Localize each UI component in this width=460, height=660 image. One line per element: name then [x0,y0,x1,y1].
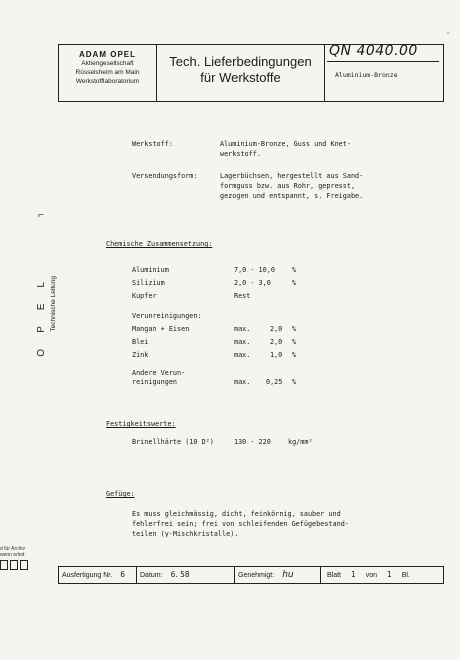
structure-heading: Gefüge: [106,490,135,498]
company-line: Werkstofflaboratorium [75,78,140,85]
impurity-name: Blei [132,338,149,346]
archive-note: d für Archiv [0,546,26,552]
checkbox-icon [10,560,18,570]
divider [327,61,439,62]
component-unit: % [292,266,297,274]
strength-heading: Festigkeitswerte: [106,420,176,428]
company-name: ADAM OPEL [79,50,136,59]
impurity-value: 1,0 [270,351,283,359]
impurity-unit: % [292,338,297,346]
blatt-value: 1 [350,570,356,579]
structure-line: Es muss gleichmässig, dicht, feinkörnig, sauber und [132,510,341,518]
archive-note: wenn erled [0,552,25,558]
document-title [157,45,325,101]
checkbox-icon [20,560,28,570]
von-label: von [365,572,377,579]
title-line: Tech. Lieferbedingungen [169,54,312,69]
versendung-line: gezogen und entspannt, s. Freigabe. [220,192,364,200]
component-value: 2,0 - 3,0 [234,279,271,287]
edge-mark: ⁻ [446,30,451,39]
material-name: Aluminium-Bronze [335,71,398,79]
component-name: Silizium [132,279,165,287]
impurity-name: Andere Verun- [132,369,186,377]
title-line: für Werkstoffe [200,70,281,85]
impurity-name: reinigungen [132,378,178,386]
vertical-dept: Technische Leitung [50,276,57,332]
genehmigt-cell [235,567,321,583]
header-frame [58,44,444,102]
werkstoff-line: werkstoff. [220,150,261,158]
von-value: 1 [386,570,392,579]
impurity-max: max. [234,378,251,386]
structure-line: teilen (γ-Mischkristalle). [132,530,239,538]
impurity-max: max. [234,325,251,333]
datum-label: Datum: [140,572,163,579]
impurity-unit: % [292,351,297,359]
footer-row [58,566,444,584]
blatt-cell [321,567,443,583]
impurity-max: max. [234,338,251,346]
component-value: 7,0 - 10,0 [234,266,275,274]
impurity-name: Zink [132,351,149,359]
archive-box [0,546,56,572]
component-value: Rest [234,292,251,300]
vertical-brand: OPEL [36,266,47,357]
datum-value: 6. 58 [170,570,190,579]
versendung-line: Lagerbüchsen, hergestellt aus Sand- [220,172,364,180]
werkstoff-line: Aluminium-Bronze, Guss und Knet- [220,140,351,148]
werkstoff-label: Werkstoff: [132,140,173,148]
ausfertigung-cell [59,567,137,583]
impurity-name: Mangan + Eisen [132,325,190,333]
component-name: Aluminium [132,266,169,274]
impurity-unit: % [292,378,297,386]
chem-heading: Chemische Zusammensetzung: [106,240,213,248]
genehmigt-label: Genehmigt: [238,572,275,579]
bl-label: Bl. [401,572,410,579]
component-name: Kupfer [132,292,157,300]
genehmigt-signature: hu [282,570,294,580]
structure-line: fehlerfrei sein; frei von schleifenden Gefügebestand- [132,520,349,528]
component-unit: % [292,279,297,287]
impurity-value: 2,0 [270,338,283,346]
doc-number: QN 4040.00 [329,43,418,59]
impurity-unit: % [292,325,297,333]
blatt-label: Blatt [327,572,342,579]
company-line: Rüsselsheim am Main [75,69,140,76]
checkbox-icon [0,560,8,570]
impurity-max: max. [234,351,251,359]
brinell-label: Brinellhärte (10 D²) [132,438,214,446]
company-line: Aktiengesellschaft [81,60,134,67]
brinell-unit: kg/mm² [288,438,313,446]
datum-cell [137,567,235,583]
ausfertigung-value: 6 [120,570,125,579]
impurity-value: 2,0 [270,325,283,333]
brinell-value: 130 - 220 [234,438,271,446]
impurities-heading: Verunreinigungen: [132,312,202,320]
punch-mark-icon: ⌐ [38,210,44,221]
versendung-line: formguss bzw. aus Rohr, gepresst, [220,182,356,190]
versendung-label: Versendungsform: [132,172,198,180]
ausfertigung-label: Ausfertigung Nr. [62,572,113,579]
doc-number-block [325,45,443,101]
impurity-value: 0,25 [266,378,283,386]
company-block [59,45,157,101]
